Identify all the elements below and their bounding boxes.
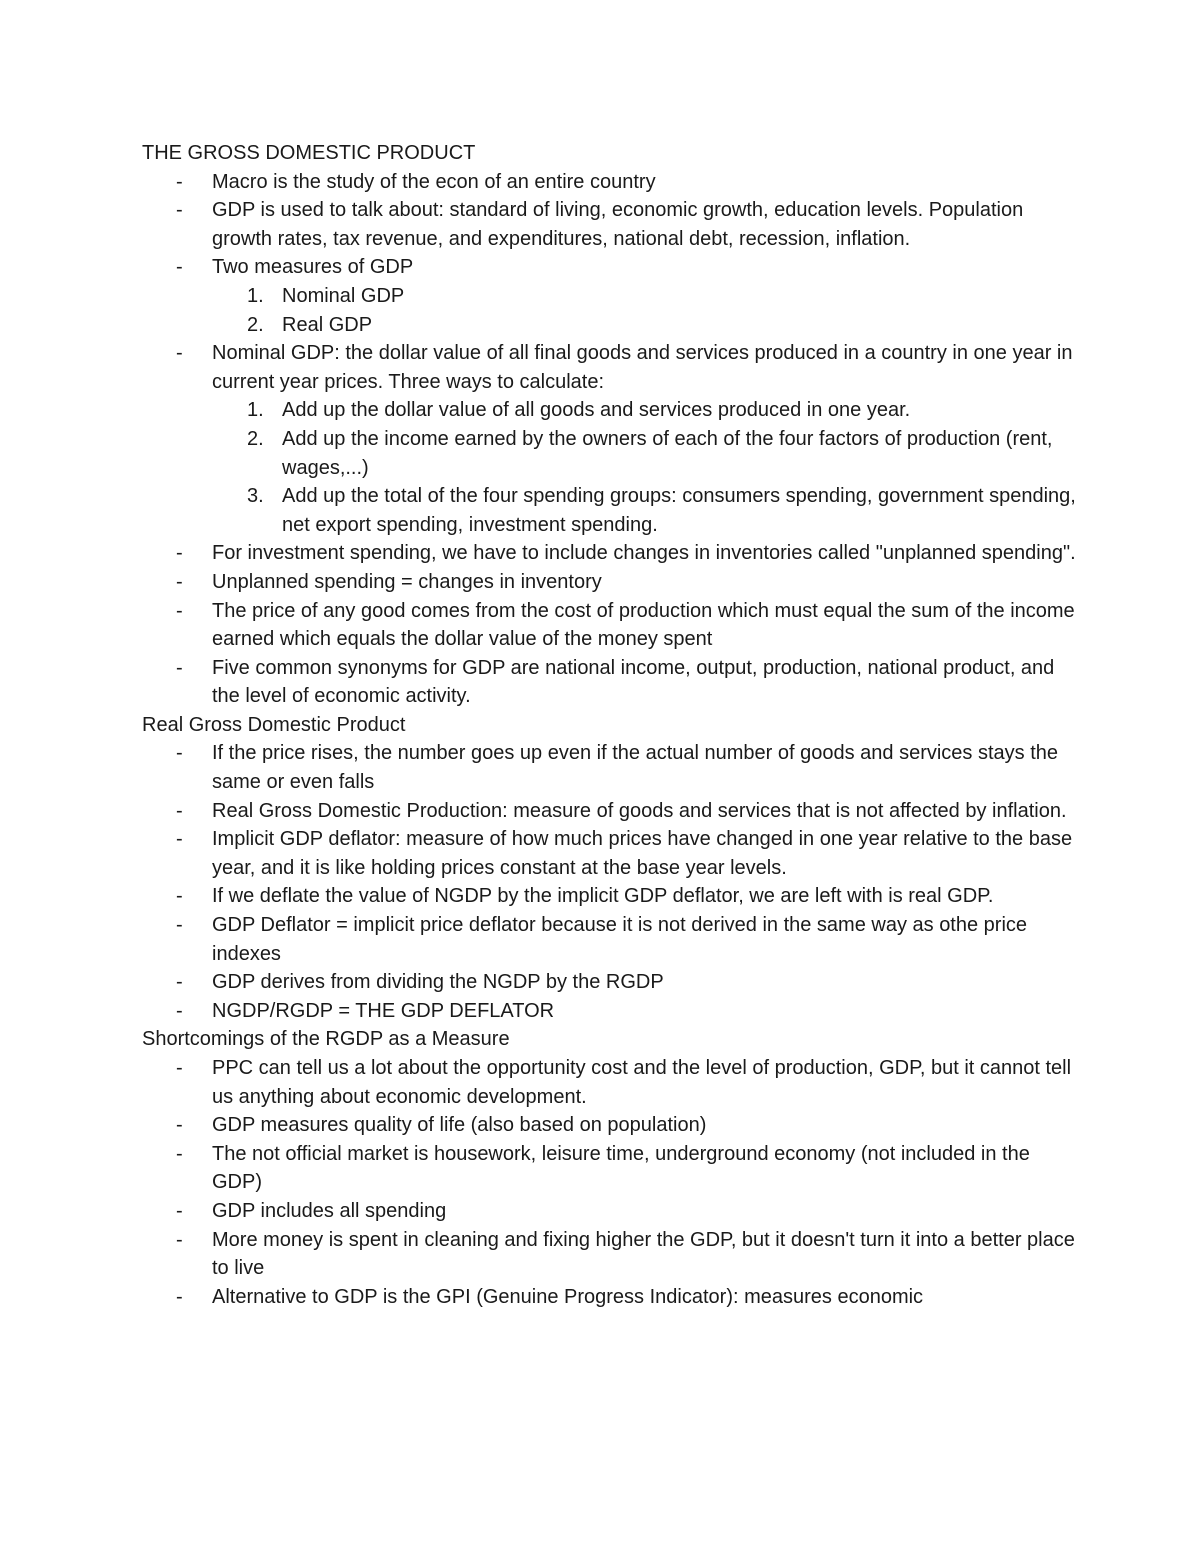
document-page bbox=[142, 139, 1082, 1311]
item-number: 1. bbox=[247, 399, 264, 422]
section-heading: Shortcomings of the RGDP as a Measure bbox=[142, 1028, 510, 1051]
numbered-item bbox=[212, 425, 1082, 482]
numbered-item-text: Nominal GDP bbox=[282, 284, 405, 307]
section-heading: Real Gross Domestic Product bbox=[142, 713, 406, 736]
list-item-text: Implicit GDP deflator: measure of how much prices have changed in one year relative to the base year, and it is like holding prices constant at the base year levels. bbox=[212, 828, 1073, 879]
section-shortcomings bbox=[142, 1025, 1082, 1311]
list-item-text: More money is spent in cleaning and fixing higher the GDP, but it doesn't turn it into a better place to live bbox=[212, 1228, 1075, 1280]
list-item bbox=[142, 1054, 1082, 1111]
list-item-text: GDP Deflator = implicit price deflator because it is not derived in the same way as othe price indexes bbox=[212, 914, 1028, 965]
list-item bbox=[142, 1111, 1082, 1140]
numbered-item-text: Add up the dollar value of all goods and services produced in one year. bbox=[282, 399, 911, 422]
list-item bbox=[142, 882, 1082, 911]
dash-bullet: - bbox=[176, 256, 183, 279]
numbered-list bbox=[212, 396, 1082, 539]
list-item-text: GDP measures quality of life (also based on population) bbox=[212, 1114, 707, 1137]
list-item bbox=[142, 654, 1082, 711]
dash-bullet: - bbox=[176, 542, 183, 565]
list-item-text: GDP derives from dividing the NGDP by the RGDP bbox=[212, 971, 664, 994]
item-number: 3. bbox=[247, 485, 264, 508]
numbered-item bbox=[212, 282, 1082, 311]
list-item-text: Alternative to GDP is the GPI (Genuine Progress Indicator): measures economic bbox=[212, 1285, 924, 1308]
list-item bbox=[142, 968, 1082, 997]
dash-bullet: - bbox=[176, 199, 183, 222]
list-item bbox=[142, 997, 1082, 1026]
numbered-item-text: Add up the income earned by the owners of each of the four factors of production (rent, wages,...) bbox=[282, 427, 1053, 479]
list-item bbox=[142, 539, 1082, 568]
list-item-text: The not official market is housework, leisure time, underground economy (not included in the GDP) bbox=[212, 1142, 1030, 1194]
list-item bbox=[142, 339, 1082, 539]
list-item bbox=[142, 253, 1082, 339]
item-number: 2. bbox=[247, 427, 264, 450]
item-number: 2. bbox=[247, 313, 264, 336]
numbered-item bbox=[212, 311, 1082, 340]
dash-bullet: - bbox=[176, 599, 183, 622]
dash-bullet: - bbox=[176, 570, 183, 593]
list-item bbox=[142, 825, 1082, 882]
numbered-item bbox=[212, 482, 1082, 539]
list-item-text: NGDP/RGDP = THE GDP DEFLATOR bbox=[212, 999, 555, 1022]
list-item-text: Nominal GDP: the dollar value of all final goods and services produced in a country in one year in current year prices. Three ways to calculate: bbox=[212, 342, 1073, 393]
list-item bbox=[142, 1226, 1082, 1283]
dash-bullet: - bbox=[176, 1285, 183, 1308]
section-real-gdp bbox=[142, 711, 1082, 1026]
dash-bullet: - bbox=[176, 799, 183, 822]
list-item-text: Real Gross Domestic Production: measure of goods and services that is not affected by inflation. bbox=[212, 799, 1067, 822]
dash-bullet: - bbox=[176, 971, 183, 994]
dash-bullet: - bbox=[176, 885, 183, 908]
list-item-text: Two measures of GDP bbox=[212, 256, 414, 279]
bullet-list bbox=[142, 168, 1082, 711]
list-item bbox=[142, 568, 1082, 597]
list-item bbox=[142, 739, 1082, 796]
list-item bbox=[142, 797, 1082, 826]
dash-bullet: - bbox=[176, 1228, 183, 1251]
dash-bullet: - bbox=[176, 999, 183, 1022]
item-number: 1. bbox=[247, 284, 264, 307]
dash-bullet: - bbox=[176, 1114, 183, 1137]
list-item-text: For investment spending, we have to include changes in inventories called "unplanned spending". bbox=[212, 542, 1076, 565]
dash-bullet: - bbox=[176, 1142, 183, 1165]
numbered-list bbox=[212, 282, 1082, 339]
dash-bullet: - bbox=[176, 828, 183, 851]
dash-bullet: - bbox=[176, 656, 183, 679]
list-item-text: Macro is the study of the econ of an entire country bbox=[212, 170, 656, 193]
section-heading: THE GROSS DOMESTIC PRODUCT bbox=[142, 142, 476, 164]
numbered-item-text: Real GDP bbox=[282, 313, 373, 336]
list-item bbox=[142, 1197, 1082, 1226]
dash-bullet: - bbox=[176, 914, 183, 937]
list-item-text: If we deflate the value of NGDP by the implicit GDP deflator, we are left with is real GDP. bbox=[212, 885, 994, 908]
numbered-item-text: Add up the total of the four spending groups: consumers spending, government spending, net export spending, investment spending. bbox=[282, 485, 1076, 536]
list-item-text: Five common synonyms for GDP are national income, output, production, national product, and the level of economic activity. bbox=[212, 656, 1055, 708]
list-item-text: PPC can tell us a lot about the opportunity cost and the level of production, GDP, but it cannot tell us anything about economic development. bbox=[212, 1057, 1072, 1108]
dash-bullet: - bbox=[176, 742, 183, 765]
bullet-list bbox=[142, 739, 1082, 1025]
dash-bullet: - bbox=[176, 342, 183, 365]
dash-bullet: - bbox=[176, 1057, 183, 1079]
dash-bullet: - bbox=[176, 1199, 183, 1222]
numbered-item bbox=[212, 396, 1082, 425]
list-item-text: Unplanned spending = changes in inventory bbox=[212, 570, 602, 593]
dash-bullet: - bbox=[176, 170, 183, 193]
list-item-text: If the price rises, the number goes up even if the actual number of goods and services stays the same or even falls bbox=[212, 742, 1059, 794]
section-gdp bbox=[142, 139, 1082, 711]
list-item-text: The price of any good comes from the cost of production which must equal the sum of the income earned which equals the dollar value of the money spent bbox=[212, 599, 1075, 651]
list-item bbox=[142, 1140, 1082, 1197]
list-item bbox=[142, 196, 1082, 253]
list-item bbox=[142, 168, 1082, 197]
list-item bbox=[142, 1283, 1082, 1312]
list-item-text: GDP is used to talk about: standard of living, economic growth, education levels. Population growth rates, tax revenue, and expenditures, national debt, recession, inflation. bbox=[212, 199, 1024, 250]
list-item bbox=[142, 911, 1082, 968]
list-item bbox=[142, 597, 1082, 654]
bullet-list bbox=[142, 1054, 1082, 1311]
list-item-text: GDP includes all spending bbox=[212, 1199, 447, 1222]
